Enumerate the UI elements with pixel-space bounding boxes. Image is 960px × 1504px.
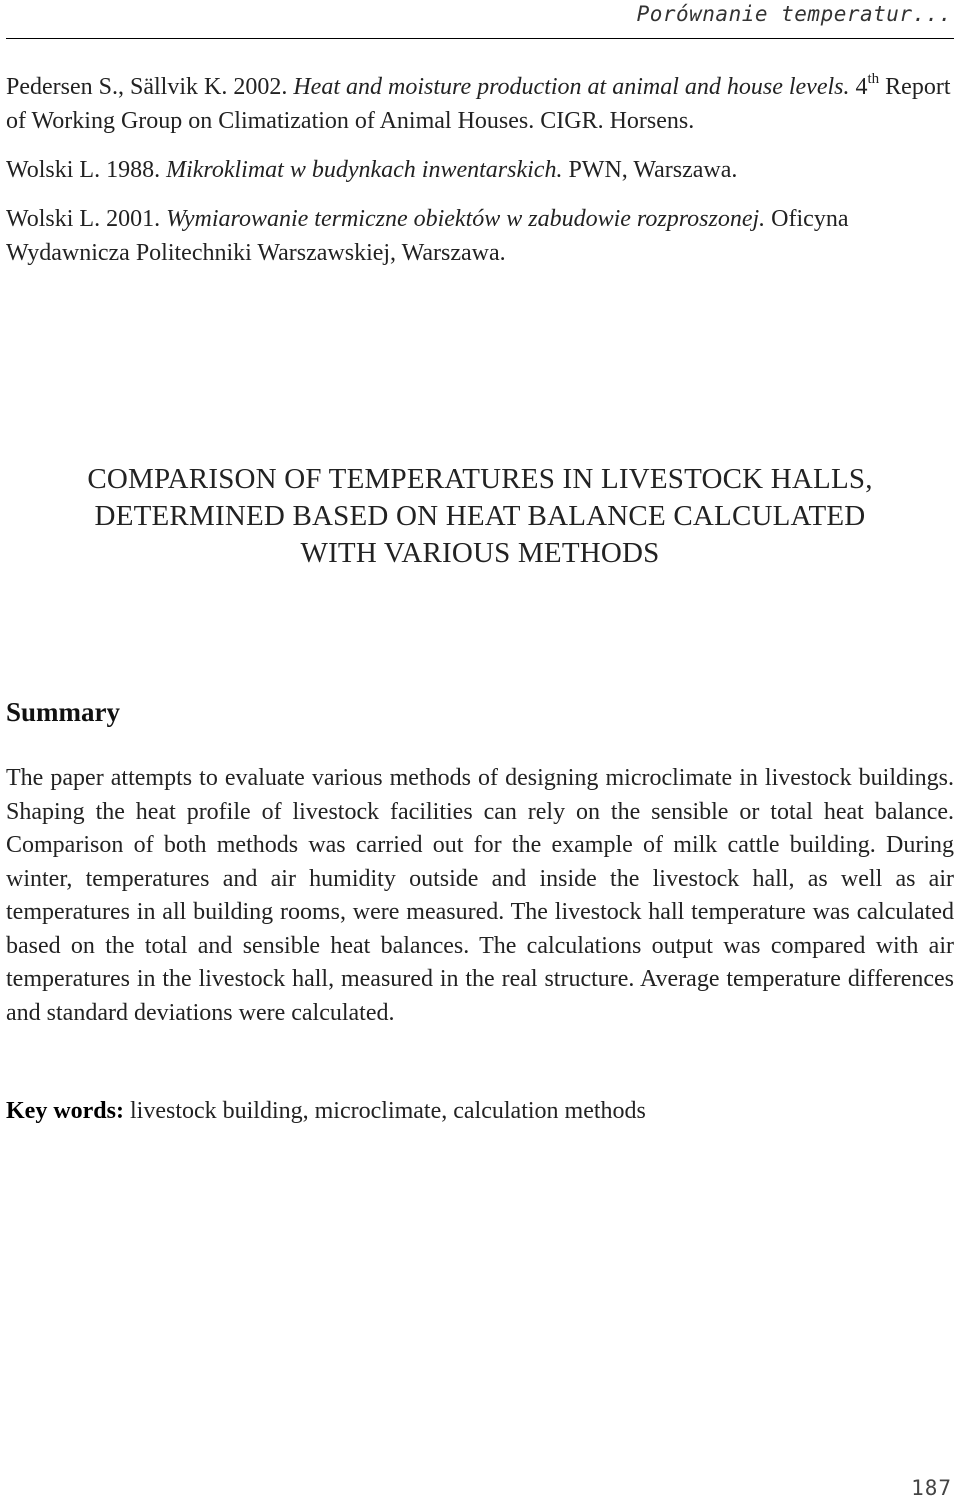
summary-text: The paper attempts to evaluate various methods of designing microclimate in livestock buildings. Shaping the heat profile of livestock facilities can rely on the sensible or total heat balance. Comparison of both methods was carried out for the example of milk cattle building. During winter, temperatures and air humidity outside and inside the livestock hall, as well as air temperatures in all building rooms, were measured. The livestock hall temperature was calculated based on the total and sensible heat balances. The calculations output was compared with air temperatures in the livestock hall, measured in the real structure. Average temperature differences and standard deviations were calculated. — [6, 765, 954, 1026]
reference-authors-year: Wolski L. 1988. — [6, 157, 167, 183]
page-number: 187 — [911, 1476, 952, 1500]
reference-authors-year: Pedersen S., Sällvik K. 2002. — [6, 74, 294, 100]
english-title-line: DETERMINED BASED ON HEAT BALANCE CALCULATED — [94, 500, 866, 532]
reference-superscript: th — [867, 71, 880, 87]
reference-text: 4 — [849, 74, 868, 100]
reference-publisher: PWN, Warszawa. — [562, 157, 738, 183]
english-title-line: COMPARISON OF TEMPERATURES IN LIVESTOCK HALLS, — [87, 463, 873, 495]
keywords — [6, 1094, 954, 1128]
reference-item — [6, 202, 954, 270]
reference-list — [6, 70, 954, 285]
reference-publisher: Report of Working Group on Climatization of Animal Houses. CIGR. Horsens. — [6, 74, 951, 134]
running-header: Porównanie temperatur... — [636, 2, 952, 26]
reference-title: Mikroklimat w budynkach inwentarskich. — [166, 157, 563, 183]
keywords-label: Key words: — [6, 1098, 124, 1124]
reference-authors-year: Wolski L. 2001. — [6, 206, 167, 232]
summary-heading: Summary — [6, 697, 120, 727]
reference-item — [6, 70, 954, 138]
reference-publisher: Oficyna Wydawnicza Politechniki Warszawskiej, Warszawa. — [6, 206, 849, 266]
english-title — [0, 461, 960, 572]
keywords-text: livestock building, microclimate, calculation methods — [123, 1098, 646, 1124]
reference-title: Heat and moisture production at animal and house levels. — [293, 74, 850, 100]
english-title-line: WITH VARIOUS METHODS — [300, 537, 660, 569]
header-rule — [6, 38, 954, 39]
reference-item — [6, 153, 954, 187]
reference-title: Wymiarowanie termiczne obiektów w zabudowie rozproszonej. — [166, 206, 766, 232]
